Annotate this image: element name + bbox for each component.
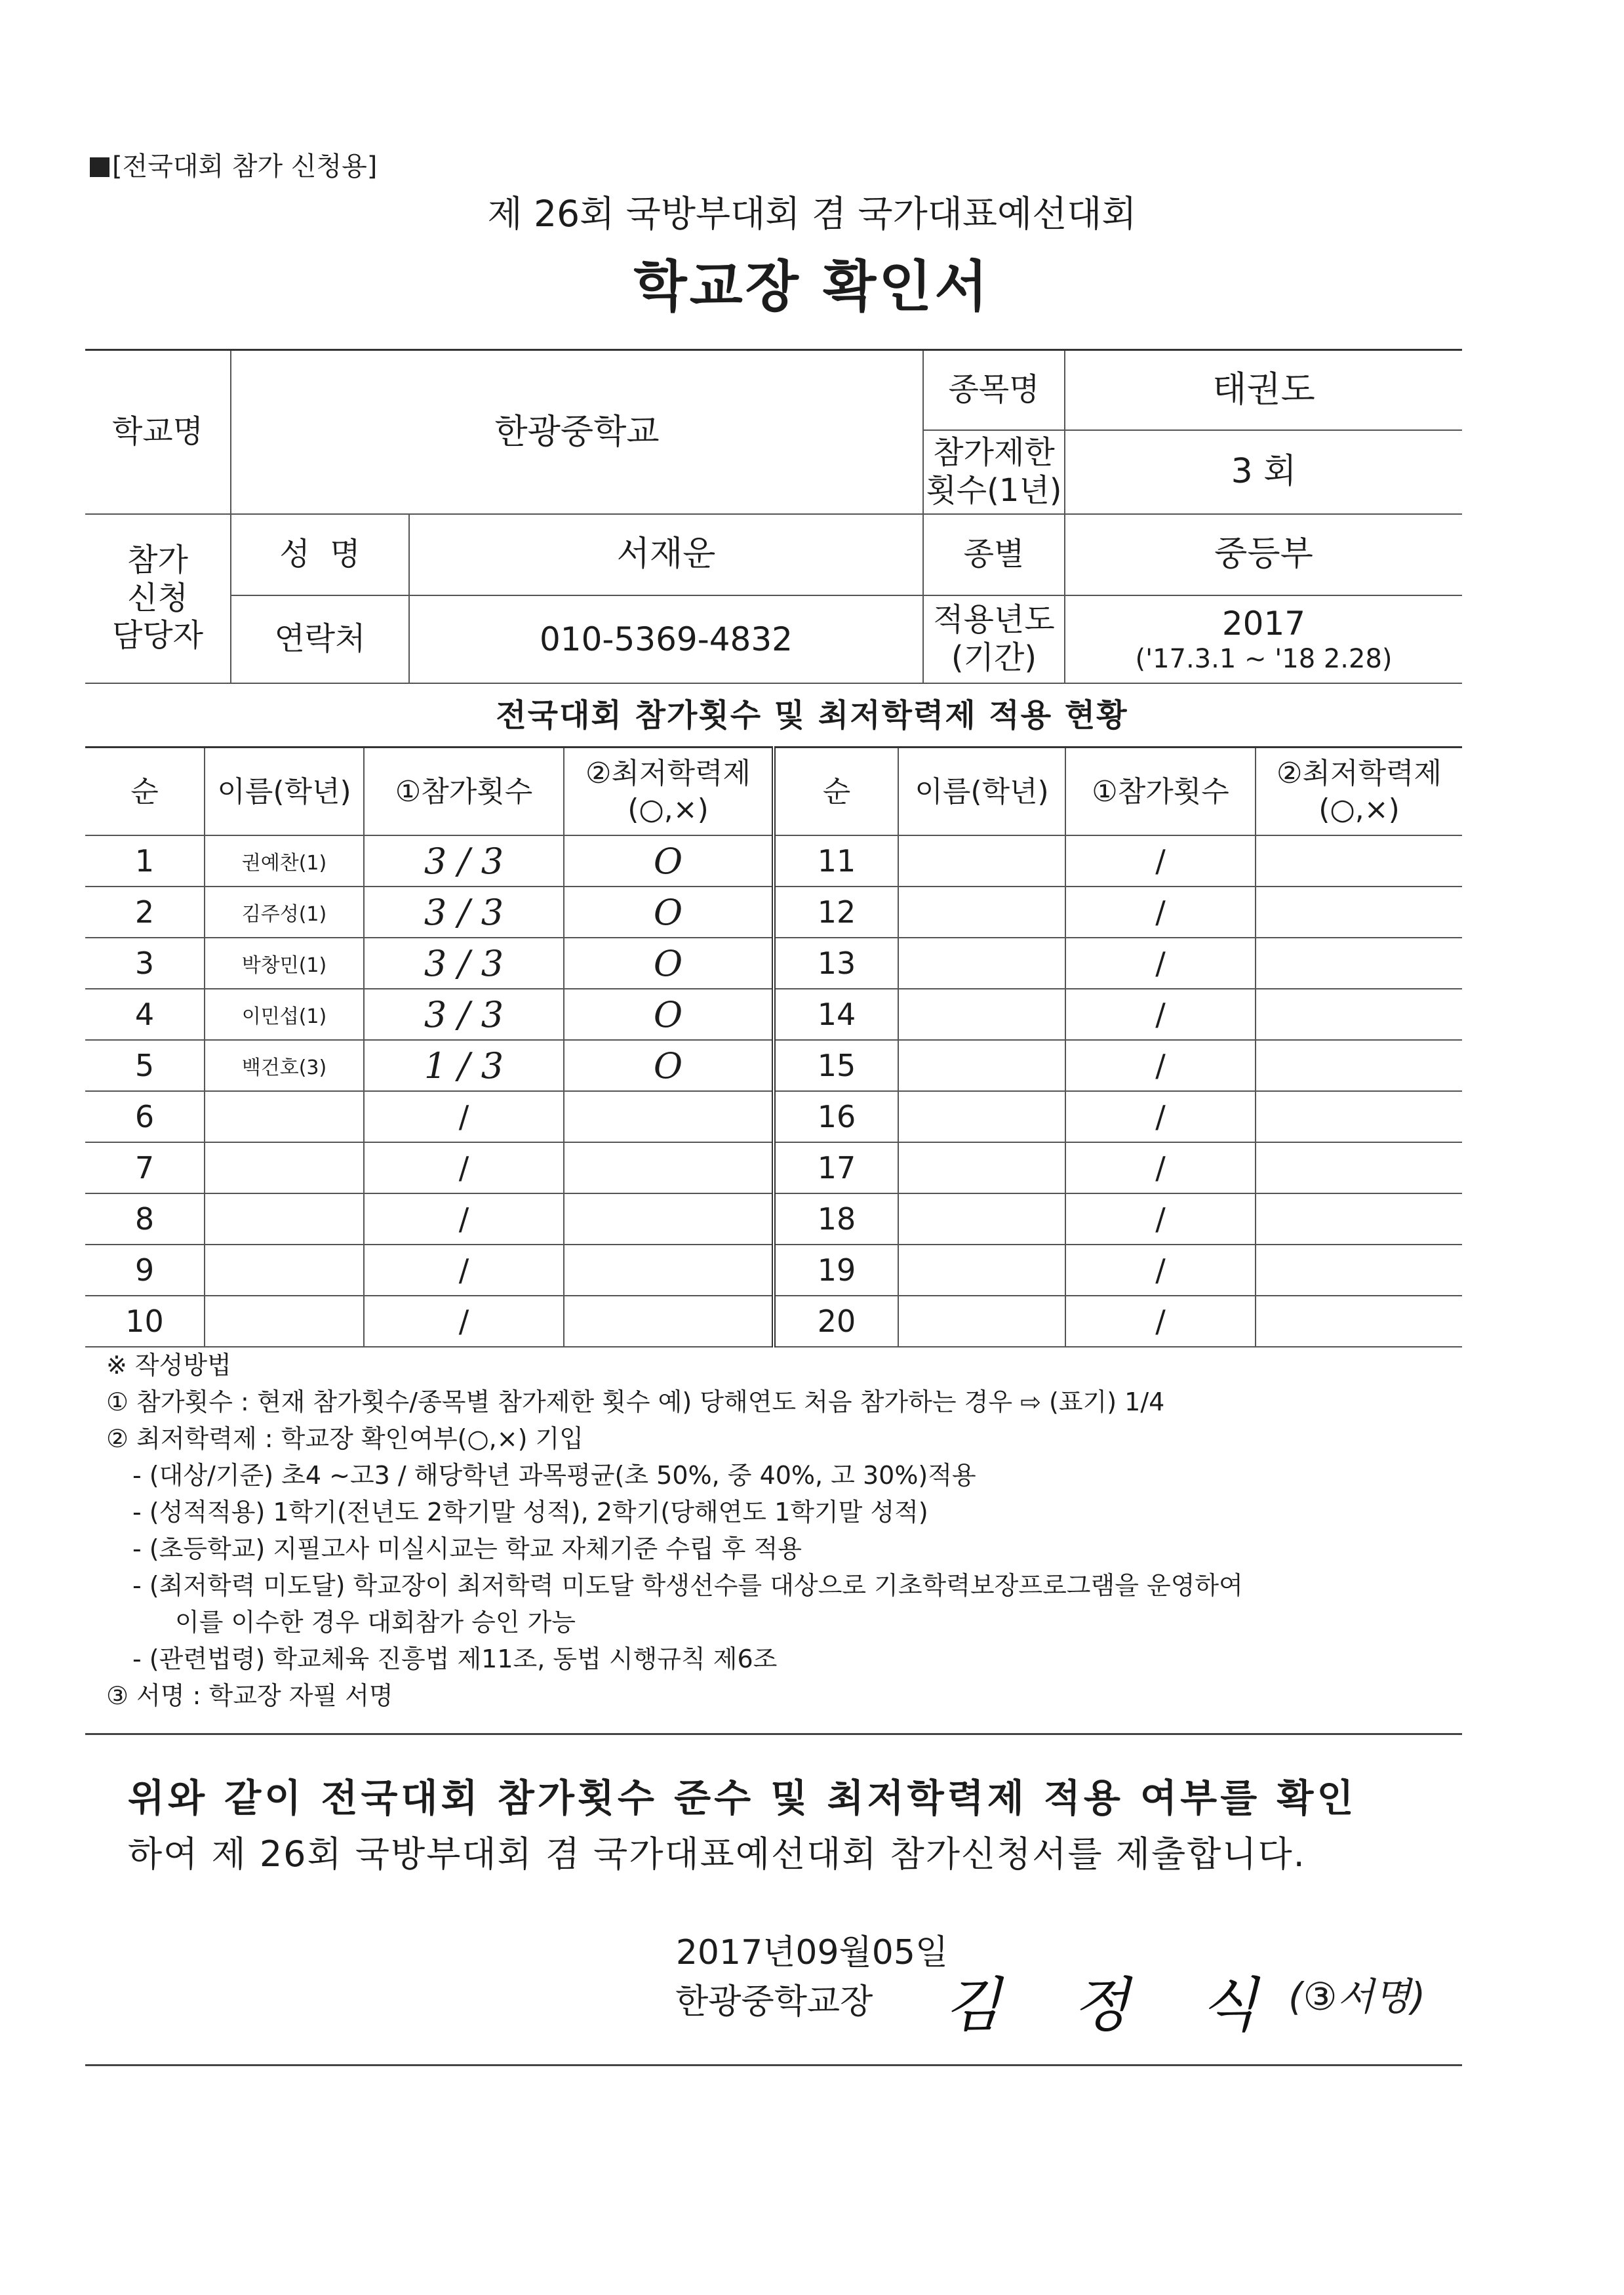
event-value: 태권도	[1065, 350, 1462, 430]
division-label: 종별	[923, 514, 1065, 595]
row-no: 2	[85, 887, 205, 938]
note-2c: - (초등학교) 지필고사 미실시교는 학교 자체기준 수립 후 적용	[132, 1534, 802, 1563]
row-count: 3 / 3	[364, 938, 564, 989]
principal-label: 한광중학교장	[675, 1982, 873, 2022]
row-name-2	[898, 887, 1065, 938]
row-count: 3 / 3	[364, 989, 564, 1040]
row-count-2: /	[1065, 989, 1256, 1040]
row-no: 7	[85, 1142, 205, 1193]
row-no-2: 11	[774, 835, 898, 887]
bottom-divider	[85, 2064, 1462, 2066]
row-academic: O	[564, 989, 774, 1040]
row-name: 박창민(1)	[205, 938, 364, 989]
row-name	[205, 1245, 364, 1296]
row-no: 5	[85, 1040, 205, 1091]
note-1: ① 참가횟수 : 현재 참가횟수/종목별 참가제한 횟수 예) 당해연도 처음 참가하는 경우 ⇨ (표기) 1/4	[106, 1387, 1165, 1416]
contact-label: 연락처	[231, 595, 409, 683]
row-name-2	[898, 1142, 1065, 1193]
row-name	[205, 1296, 364, 1347]
row-no: 6	[85, 1091, 205, 1142]
note-2: ② 최저학력제 : 학교장 확인여부(○,×) 기입	[106, 1424, 584, 1453]
header-name-2: 이름(학년)	[898, 748, 1065, 836]
row-count: /	[364, 1091, 564, 1142]
table-row	[85, 1040, 1462, 1091]
status-table	[85, 746, 1462, 1347]
row-count: /	[364, 1142, 564, 1193]
row-academic	[564, 1245, 774, 1296]
school-label: 학교명	[85, 350, 231, 514]
row-count-2: /	[1065, 1040, 1256, 1091]
row-academic-2	[1256, 1245, 1462, 1296]
row-count-2: /	[1065, 835, 1256, 887]
row-academic: O	[564, 887, 774, 938]
row-name-2	[898, 1296, 1065, 1347]
row-count-2: /	[1065, 1091, 1256, 1142]
header-no-2: 순	[774, 748, 898, 836]
row-count-2: /	[1065, 1193, 1256, 1245]
table-row	[85, 1142, 1462, 1193]
row-count: /	[364, 1193, 564, 1245]
table-row	[85, 1091, 1462, 1142]
declaration	[128, 1767, 1439, 1877]
row-no: 4	[85, 989, 205, 1040]
row-count-2: /	[1065, 887, 1256, 938]
row-count-2: /	[1065, 1142, 1256, 1193]
event-label: 종목명	[923, 350, 1065, 430]
declaration-line-1: 위와 같이 전국대회 참가횟수 준수 및 최저학력제 적용 여부를 확인	[128, 1776, 1357, 1820]
row-academic: O	[564, 938, 774, 989]
document-title: 학교장 확인서	[633, 254, 991, 319]
year-value: 2017 ('17.3.1 ~ '18 2.28)	[1065, 595, 1462, 683]
note-2e: - (관련법령) 학교체육 진흥법 제11조, 동법 시행규칙 제6조	[132, 1645, 778, 1673]
row-name	[205, 1193, 364, 1245]
row-no-2: 14	[774, 989, 898, 1040]
row-name	[205, 1091, 364, 1142]
row-name-2	[898, 835, 1065, 887]
note-2d: - (최저학력 미도달) 학교장이 최저학력 미도달 학생선수를 대상으로 기초학력보장프로그램을 운영하여	[132, 1571, 1243, 1600]
row-name: 권예찬(1)	[205, 835, 364, 887]
seal-mark: (③서명)	[1288, 1974, 1426, 2019]
note-2b: - (성적적용) 1학기(전년도 2학기말 성적), 2학기(당해연도 1학기말 성적)	[132, 1498, 928, 1527]
year-label: 적용년도 (기간)	[923, 595, 1065, 683]
section-title: 전국대회 참가횟수 및 최저학력제 적용 현황	[496, 697, 1128, 734]
row-no-2: 15	[774, 1040, 898, 1091]
row-no: 1	[85, 835, 205, 887]
period-value: ('17.3.1 ~ '18 2.28)	[1135, 643, 1393, 674]
row-academic-2	[1256, 1040, 1462, 1091]
row-academic	[564, 1142, 774, 1193]
row-count-2: /	[1065, 1296, 1256, 1347]
row-name: 이민섭(1)	[205, 989, 364, 1040]
header-name: 이름(학년)	[205, 748, 364, 836]
header-count-2: ①참가횟수	[1065, 748, 1256, 836]
row-academic-2	[1256, 1296, 1462, 1347]
manager-label: 참가 신청 담당자	[85, 514, 231, 683]
row-academic-2	[1256, 1193, 1462, 1245]
divider	[85, 1733, 1462, 1735]
row-academic-2	[1256, 887, 1462, 938]
row-count: 3 / 3	[364, 887, 564, 938]
name-label: 성 명	[231, 514, 409, 595]
form-tag: [전국대회 참가 신청용]	[90, 146, 377, 183]
declaration-line-2: 하여 제 26회 국방부대회 겸 국가대표예선대회 참가신청서를 제출합니다.	[128, 1833, 1306, 1875]
contact-value: 010-5369-4832	[409, 595, 923, 683]
row-no-2: 16	[774, 1091, 898, 1142]
row-count: /	[364, 1296, 564, 1347]
division-value: 중등부	[1065, 514, 1462, 595]
row-academic-2	[1256, 1091, 1462, 1142]
table-row	[85, 1245, 1462, 1296]
event-subtitle: 제 26회 국방부대회 겸 국가대표예선대회	[487, 193, 1137, 235]
row-no: 8	[85, 1193, 205, 1245]
row-name-2	[898, 1245, 1065, 1296]
note-3: ③ 서명 : 학교장 자필 서명	[106, 1681, 393, 1710]
row-name: 백건호(3)	[205, 1040, 364, 1091]
row-name-2	[898, 1091, 1065, 1142]
row-no-2: 19	[774, 1245, 898, 1296]
row-count-2: /	[1065, 1245, 1256, 1296]
info-table	[85, 349, 1462, 684]
notes-heading: ※ 작성방법	[106, 1351, 231, 1380]
row-no: 10	[85, 1296, 205, 1347]
name-value: 서재운	[409, 514, 923, 595]
row-academic-2	[1256, 989, 1462, 1040]
limit-label: 참가제한 횟수(1년)	[923, 430, 1065, 514]
row-name-2	[898, 1193, 1065, 1245]
table-row	[85, 1193, 1462, 1245]
row-no-2: 17	[774, 1142, 898, 1193]
row-academic-2	[1256, 1142, 1462, 1193]
note-2a: - (대상/기준) 초4 ~고3 / 해당학년 과목평균(초 50%, 중 40%, 고 30%)적용	[132, 1461, 976, 1490]
row-no-2: 13	[774, 938, 898, 989]
row-academic: O	[564, 835, 774, 887]
principal-signature: 김 정 식	[944, 1971, 1284, 2040]
row-academic-2	[1256, 938, 1462, 989]
status-header-row	[85, 748, 1462, 836]
row-name	[205, 1142, 364, 1193]
row-count-2: /	[1065, 938, 1256, 989]
row-name: 김주성(1)	[205, 887, 364, 938]
sign-date: 2017년09월05일	[675, 1933, 949, 1972]
row-academic	[564, 1296, 774, 1347]
table-row	[85, 1296, 1462, 1347]
header-academic: ②최저학력제 (○,×)	[564, 748, 774, 836]
table-row	[85, 887, 1462, 938]
instructions	[106, 1347, 1457, 1714]
row-no-2: 12	[774, 887, 898, 938]
header-academic-2: ②최저학력제 (○,×)	[1256, 748, 1462, 836]
school-value: 한광중학교	[231, 350, 923, 514]
header-no: 순	[85, 748, 205, 836]
row-no: 3	[85, 938, 205, 989]
row-name-2	[898, 1040, 1065, 1091]
row-academic	[564, 1193, 774, 1245]
row-count: 1 / 3	[364, 1040, 564, 1091]
row-no: 9	[85, 1245, 205, 1296]
row-academic	[564, 1091, 774, 1142]
limit-value: 3 회	[1065, 430, 1462, 514]
header-count: ①참가횟수	[364, 748, 564, 836]
table-row	[85, 835, 1462, 887]
row-name-2	[898, 938, 1065, 989]
square-bullet-icon	[90, 157, 109, 177]
row-name-2	[898, 989, 1065, 1040]
table-row	[85, 938, 1462, 989]
row-academic-2	[1256, 835, 1462, 887]
note-2d-cont: 이를 이수한 경우 대회참가 승인 가능	[175, 1608, 576, 1637]
row-no-2: 20	[774, 1296, 898, 1347]
row-count: /	[364, 1245, 564, 1296]
table-row	[85, 989, 1462, 1040]
row-no-2: 18	[774, 1193, 898, 1245]
row-count: 3 / 3	[364, 835, 564, 887]
row-academic: O	[564, 1040, 774, 1091]
